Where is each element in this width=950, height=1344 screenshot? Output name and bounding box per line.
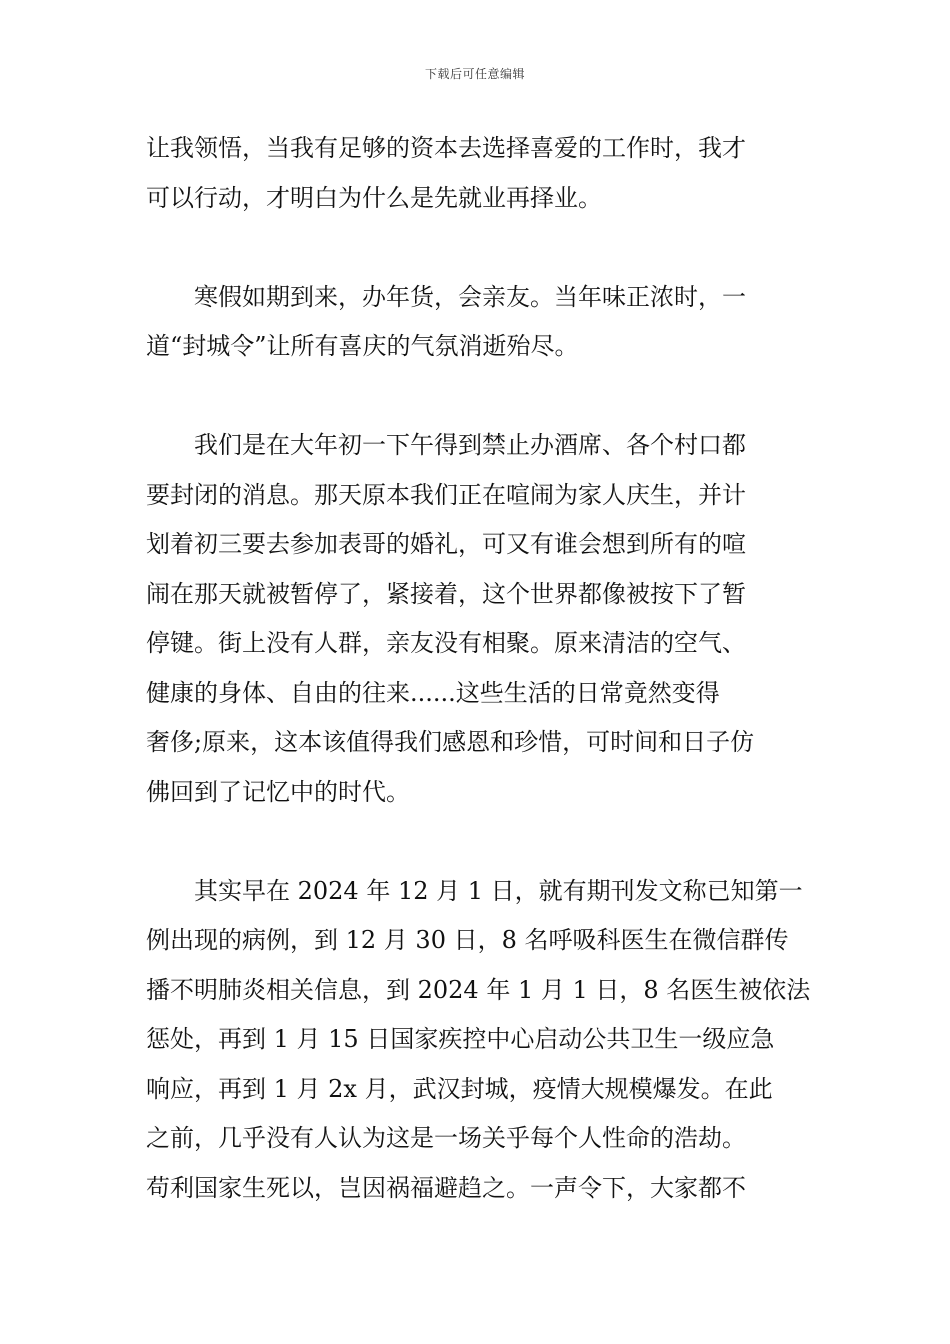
text-line: 划着初三要去参加表哥的婚礼，可又有谁会想到所有的喧 — [146, 530, 746, 558]
text-line: 惩处，再到 1 月 15 日国家疾控中心启动公共卫生一级应急 — [146, 1025, 775, 1053]
text-line: 寒假如期到来，办年货，会亲友。当年味正浓时，一 — [146, 282, 746, 311]
paragraph — [146, 421, 806, 817]
text-line: 播不明肺炎相关信息，到 2024 年 1 月 1 日，8 名医生被依法 — [146, 975, 811, 1004]
paragraph-spacer — [146, 223, 806, 273]
text-line: 可以行动，才明白为什么是先就业再择业。 — [146, 183, 602, 212]
paragraph-spacer — [146, 817, 806, 867]
text-line: 闹在那天就被暂停了，紧接着，这个世界都像被按下了暂 — [146, 579, 746, 608]
text-line: 健康的身体、自由的往来......这些生活的日常竟然变得 — [146, 678, 720, 707]
text-line: 要封闭的消息。那天原本我们正在喧闹为家人庆生，并计 — [146, 480, 746, 509]
page-header: 下载后可任意编辑 — [424, 67, 525, 81]
text-line: 例出现的病例，到 12 月 30 日，8 名呼吸科医生在微信群传 — [146, 926, 789, 954]
text-line: 我们是在大年初一下午得到禁止办酒席、各个村口都 — [146, 431, 746, 459]
text-line: 之前，几乎没有人认为这是一场关乎每个人性命的浩劫。 — [146, 1124, 746, 1152]
text-line: 停键。街上没有人群，亲友没有相聚。原来清洁的空气、 — [146, 629, 746, 657]
paragraph-spacer — [146, 372, 806, 422]
paragraph — [146, 273, 806, 372]
text-line: 让我领悟，当我有足够的资本去选择喜爱的工作时，我才 — [146, 134, 746, 162]
body-text — [146, 124, 811, 1213]
text-line: 佛回到了记忆中的时代。 — [146, 777, 410, 806]
text-line: 其实早在 2024 年 12 月 1 日，就有期刊发文称已知第一 — [146, 876, 803, 905]
paragraph — [146, 867, 811, 1214]
paragraph — [146, 124, 806, 223]
text-line: 奢侈;原来，这本该值得我们感恩和珍惜，可时间和日子仿 — [146, 728, 755, 756]
text-line: 道“封城令”让所有喜庆的气氛消逝殆尽。 — [146, 332, 579, 360]
text-line: 苟利国家生死以，岂因祸福避趋之。一声令下，大家都不 — [146, 1173, 746, 1202]
text-line: 响应，再到 1 月 2x 月，武汉封城，疫情大规模爆发。在此 — [146, 1074, 773, 1103]
